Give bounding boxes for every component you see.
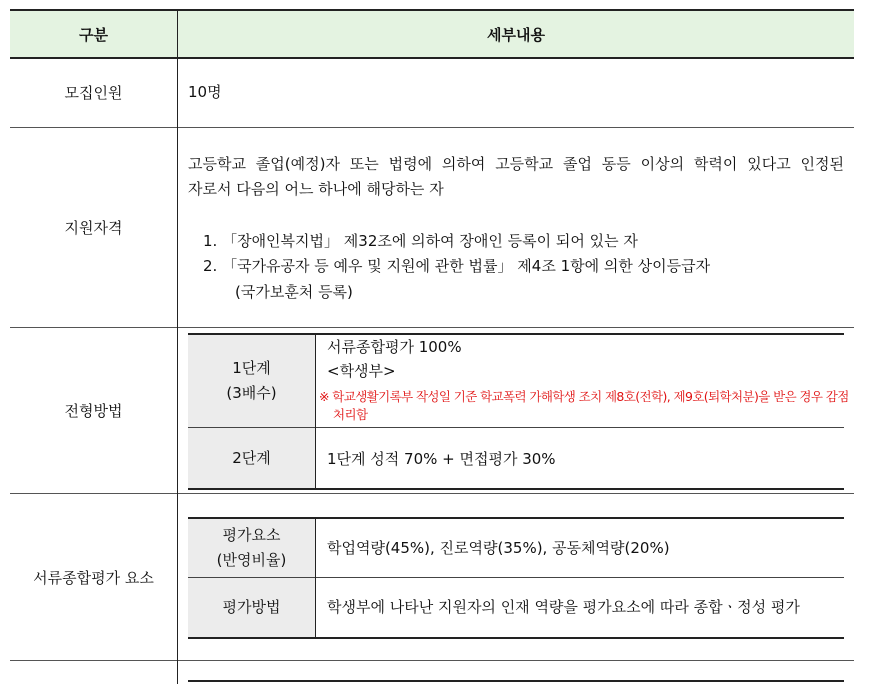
- stage1-note: ※ 학교생활기록부 작성일 기준 학교폭력 가해학생 조치 제8호(전학), 제9호(퇴학처분)을 받은 경우 감점처리함: [319, 389, 849, 422]
- docs-label: 서류종합평가 요소: [33, 568, 154, 587]
- qualification-intro: [188, 152, 844, 202]
- stage1-label: [188, 335, 315, 427]
- selection-label: 전형방법: [64, 402, 123, 420]
- stage1-label-a: 1단계: [232, 359, 271, 377]
- stage1-line2: <학생부>: [327, 362, 396, 380]
- header-category: 구분: [79, 25, 108, 44]
- docs-table-bottom: [188, 637, 844, 639]
- header-details: 세부내용: [487, 25, 545, 44]
- docs-elem-label-a: 평가요소: [222, 526, 281, 544]
- qualification-intro-line1: 고등학교 졸업(예정)자 또는 법령에 의하여 고등학교 졸업 동등 이상의 학력이 있다고 인정된: [188, 155, 844, 173]
- docs-method-text: 학생부에 나타난 지원자의 인재 역량을 평가요소에 따라 종합ㆍ정성 평가: [327, 598, 800, 616]
- docs-elem-text: 학업역량(45%), 진로역량(35%), 공동체역량(20%): [327, 539, 670, 557]
- stage1-line1: 서류종합평가 100%: [327, 338, 462, 356]
- qualification-item-1: 1. 「장애인복지법」 제32조에 의하여 장애인 등록이 되어 있는 자: [203, 232, 638, 250]
- qualification-item-2: 2. 「국가유공자 등 예우 및 지원에 관한 법률」 제4조 1항에 의한 상이등급자: [203, 257, 711, 275]
- recruit-value: 10명: [188, 83, 222, 101]
- docs-elem-label: [188, 519, 315, 577]
- next-row-table-top: [188, 680, 844, 682]
- selection-table-vdivider: [315, 334, 316, 489]
- table-top-border: [10, 9, 854, 11]
- column-divider: [177, 10, 178, 684]
- docs-table-vdivider: [315, 518, 316, 638]
- docs-elem-label-b: (반영비율): [216, 551, 287, 569]
- qualification-label: 지원자격: [64, 219, 123, 237]
- qualification-item-2-sub: (국가보훈처 등록): [235, 283, 353, 301]
- row-divider: [10, 660, 854, 661]
- stage2-label: 2단계: [232, 448, 271, 467]
- qualification-intro-line2: 자로서 다음의 어느 하나에 해당하는 자: [188, 180, 444, 198]
- stage1-label-b: (3배수): [226, 384, 277, 402]
- docs-method-label: 평가방법: [222, 598, 281, 616]
- stage2-text: 1단계 성적 70% + 면접평가 30%: [327, 450, 556, 468]
- selection-table-bottom: [188, 488, 844, 490]
- recruit-label: 모집인원: [64, 84, 123, 102]
